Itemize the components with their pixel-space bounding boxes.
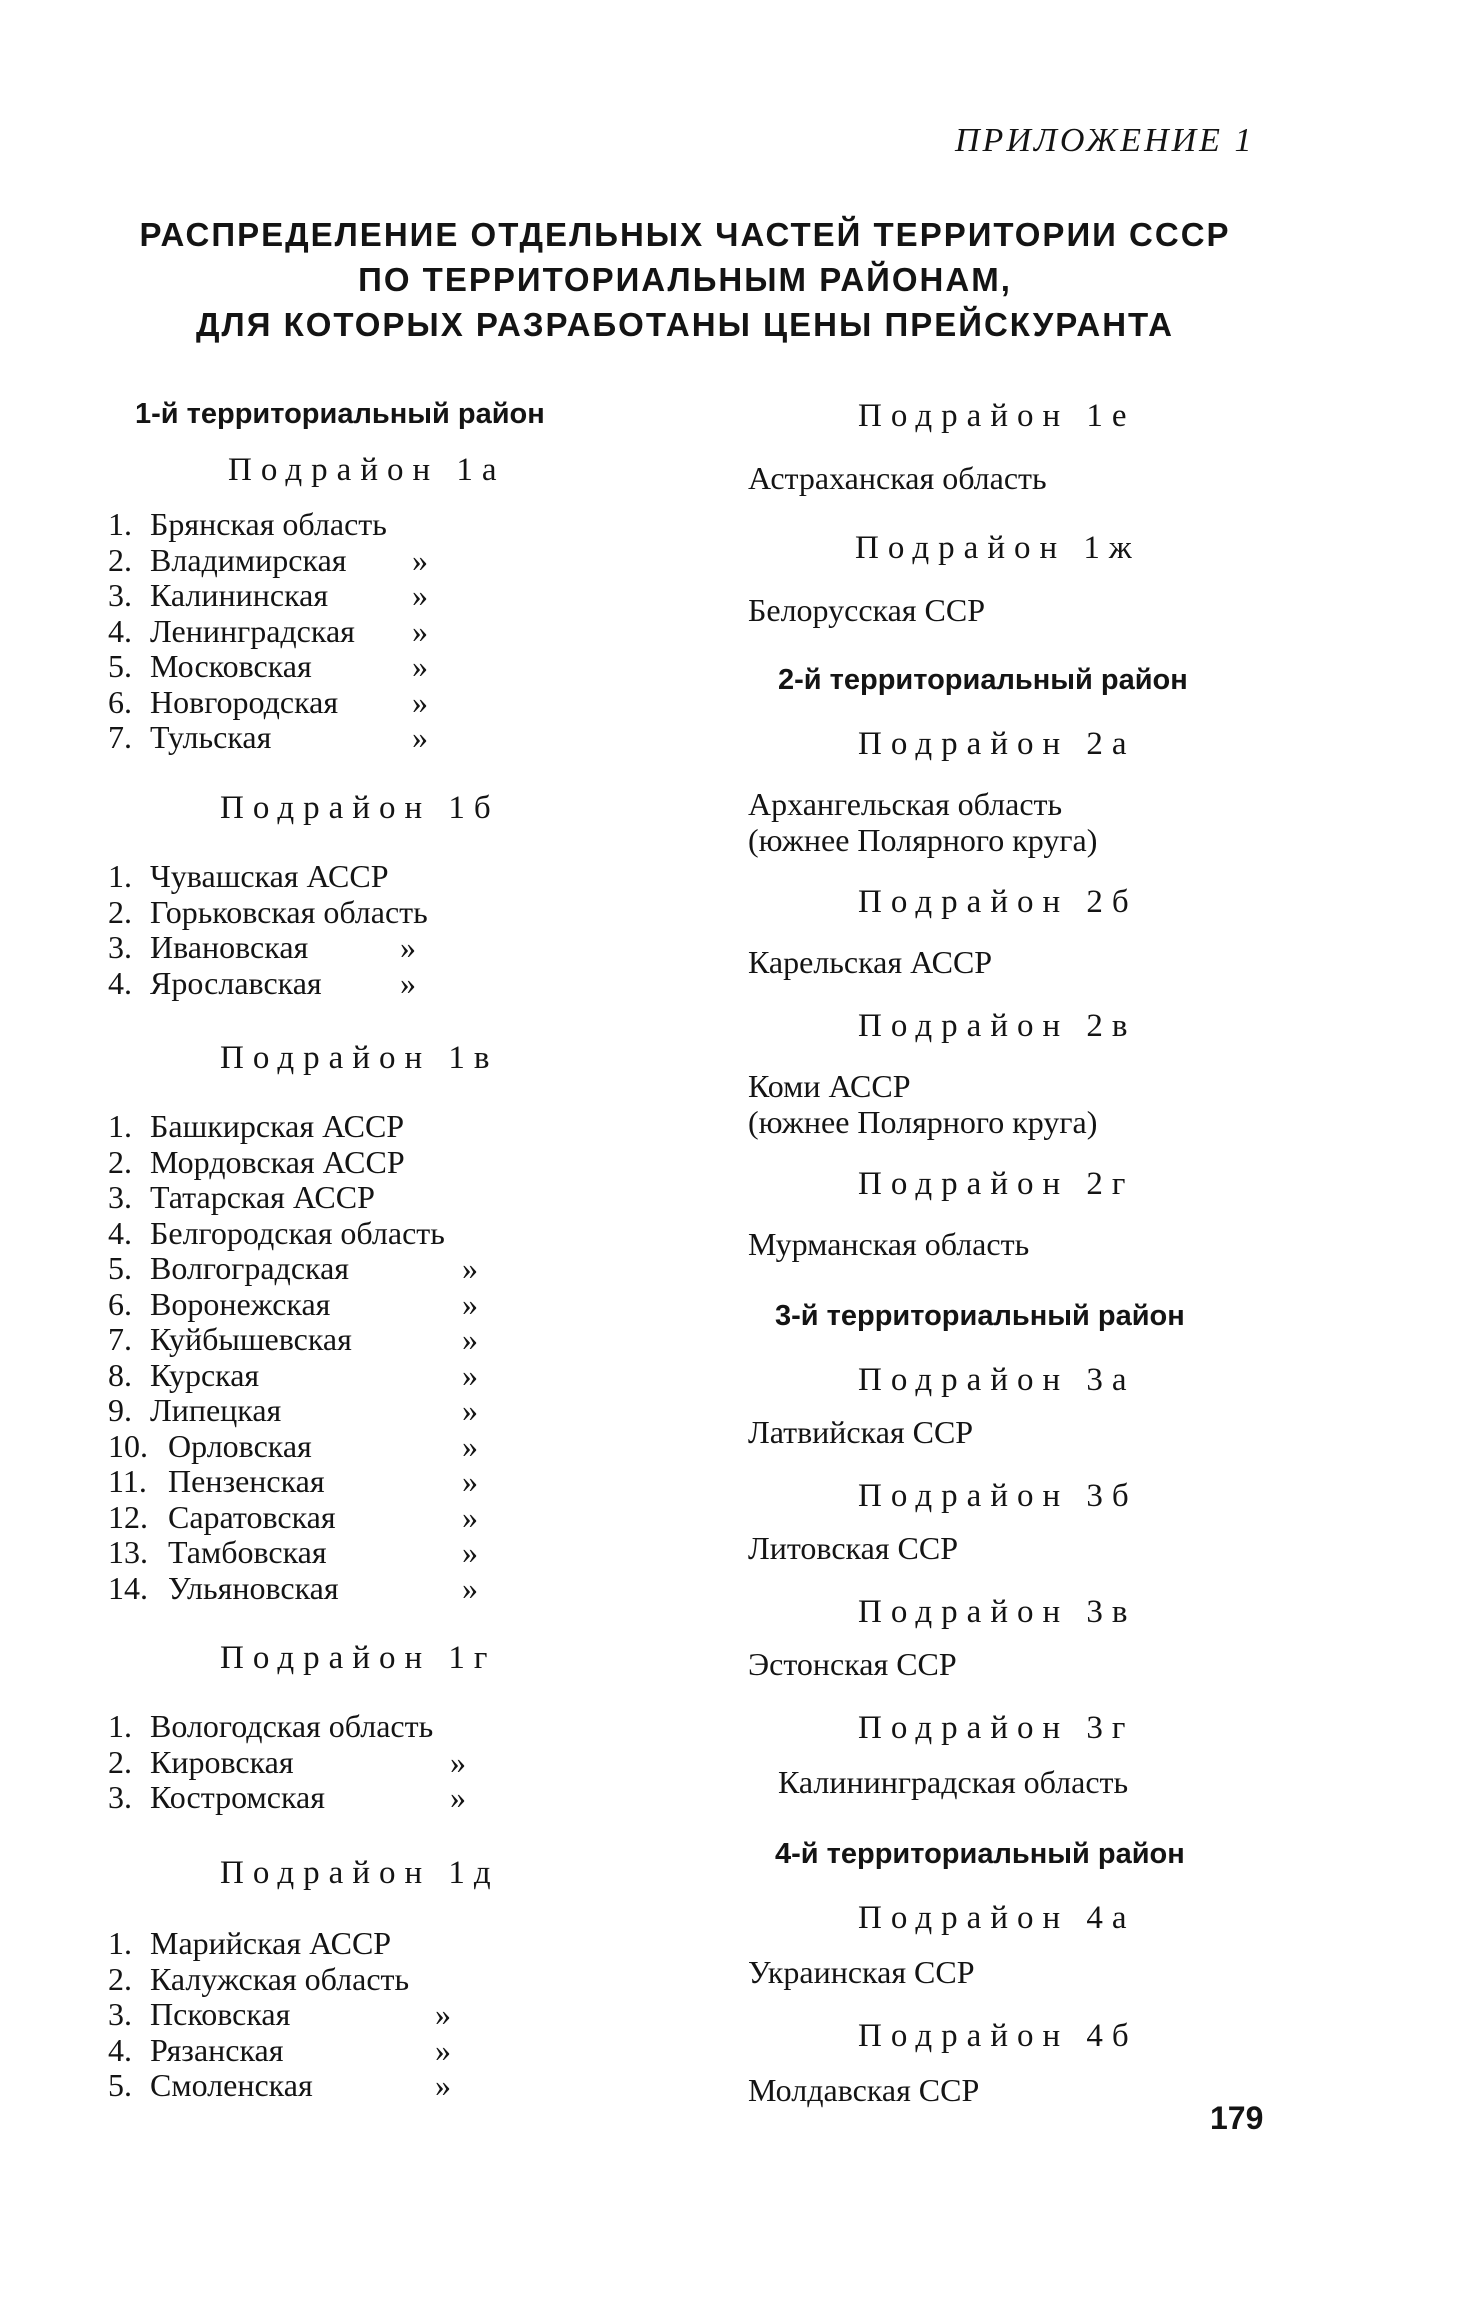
ditto-mark: »	[435, 2031, 451, 2068]
subdistrict-3v-text: Эстонская ССР	[748, 1646, 957, 1682]
list-item-name: Тульская	[150, 719, 272, 755]
list-item-number: 6.	[108, 683, 132, 720]
list-item-number: 11.	[108, 1463, 147, 1499]
ditto-mark: »	[412, 541, 428, 578]
subdistrict-2v-text-2: (южнее Полярного круга)	[748, 1104, 1098, 1140]
ditto-mark: »	[462, 1392, 478, 1428]
ditto-mark: »	[462, 1285, 478, 1322]
list-item-name: Воронежская	[150, 1285, 331, 1322]
subdistrict-2b-heading: Подрайон 2б	[858, 884, 1138, 920]
subdistrict-2g-heading: Подрайон 2г	[858, 1166, 1135, 1202]
ditto-mark: »	[462, 1463, 478, 1499]
list-item-number: 3.	[108, 577, 132, 613]
ditto-mark: »	[462, 1498, 478, 1535]
appendix-label: ПРИЛОЖЕНИЕ 1	[955, 122, 1255, 159]
list-item-name: Мордовская АССР	[150, 1143, 405, 1180]
list-item-name: Чувашская АССР	[150, 858, 389, 894]
subdistrict-1a-heading: Подрайон 1а	[228, 452, 506, 488]
subdistrict-2v-heading: Подрайон 2в	[858, 1008, 1137, 1044]
list-item-number: 4.	[108, 964, 132, 1001]
list-item-number: 13.	[108, 1534, 148, 1570]
title-line-2: ПО ТЕРРИТОРИАЛЬНЫМ РАЙОНАМ,	[358, 261, 1012, 298]
list-item-number: 1.	[108, 506, 132, 542]
ditto-mark: »	[400, 964, 416, 1001]
ditto-mark: »	[450, 1743, 466, 1780]
subdistrict-1b-heading: Подрайон 1б	[220, 790, 500, 826]
district-3-heading: 3-й территориальный район	[775, 1300, 1185, 1332]
ditto-mark: »	[450, 1779, 466, 1815]
list-item-name: Тамбовская	[168, 1534, 327, 1570]
list-item-number: 10.	[108, 1427, 148, 1464]
list-item-number: 5.	[108, 1250, 132, 1286]
subdistrict-4b-heading: Подрайон 4б	[858, 2018, 1138, 2054]
list-item-number: 2.	[108, 1960, 132, 1997]
list-item-name: Ярославская	[150, 964, 322, 1001]
subdistrict-1g-heading: Подрайон 1г	[220, 1640, 497, 1676]
list-item-number: 4.	[108, 612, 132, 649]
list-item-name: Псковская	[150, 1996, 291, 2032]
list-item-name: Пензенская	[168, 1463, 325, 1499]
subdistrict-2a-text-2: (южнее Полярного круга)	[748, 822, 1098, 858]
list-item-name: Ивановская	[150, 929, 309, 965]
list-item-name: Марийская АССР	[150, 1925, 392, 1961]
list-item-number: 1.	[108, 1108, 132, 1144]
list-item-number: 2.	[108, 1743, 132, 1780]
subdistrict-3g-heading: Подрайон 3г	[858, 1710, 1135, 1746]
list-item-name: Московская	[150, 648, 312, 684]
title-line-3: ДЛЯ КОТОРЫХ РАЗРАБОТАНЫ ЦЕНЫ ПРЕЙСКУРАНТА	[196, 306, 1174, 343]
ditto-mark: »	[412, 612, 428, 649]
subdistrict-4a-heading: Подрайон 4а	[858, 1900, 1136, 1936]
ditto-mark: »	[462, 1427, 478, 1464]
list-item-name: Горьковская область	[150, 893, 428, 930]
list-item-number: 7.	[108, 1321, 132, 1357]
list-item-name: Новгородская	[150, 683, 339, 720]
list-item-number: 8.	[108, 1356, 132, 1393]
ditto-mark: »	[462, 1534, 478, 1570]
ditto-mark: »	[435, 2067, 451, 2103]
list-item-name: Липецкая	[150, 1392, 282, 1428]
list-item-number: 2.	[108, 541, 132, 578]
list-item-number: 2.	[108, 893, 132, 930]
ditto-mark: »	[412, 683, 428, 720]
subdistrict-3v-heading: Подрайон 3в	[858, 1594, 1137, 1630]
list-item-number: 5.	[108, 648, 132, 684]
list-item-name: Брянская область	[150, 506, 387, 542]
list-item-number: 3.	[108, 1996, 132, 2032]
list-item-name: Ульяновская	[168, 1569, 339, 1606]
list-item-number: 1.	[108, 1925, 132, 1961]
list-item-name: Смоленская	[150, 2067, 313, 2103]
list-item-name: Владимирская	[150, 541, 347, 578]
list-item-name: Белгородская область	[150, 1214, 445, 1251]
list-item-name: Костромская	[150, 1779, 325, 1815]
subdistrict-4b-text: Молдавская ССР	[748, 2072, 980, 2108]
subdistrict-3a-heading: Подрайон 3а	[858, 1362, 1136, 1398]
subdistrict-2g-text: Мурманская область	[748, 1226, 1030, 1262]
list-item-number: 3.	[108, 929, 132, 965]
ditto-mark: »	[462, 1569, 478, 1606]
subdistrict-1v-heading: Подрайон 1в	[220, 1040, 499, 1076]
list-item-name: Курская	[150, 1356, 260, 1393]
list-item-name: Калининская	[150, 577, 329, 613]
list-item-number: 3.	[108, 1179, 132, 1215]
list-item-name: Саратовская	[168, 1498, 336, 1535]
list-item-number: 4.	[108, 2031, 132, 2068]
subdistrict-3g-text: Калининградская область	[778, 1764, 1129, 1800]
subdistrict-2v-text-1: Коми АССР	[748, 1068, 911, 1104]
subdistrict-1e-heading: Подрайон 1е	[858, 398, 1136, 434]
subdistrict-1d-heading: Подрайон 1д	[220, 1855, 500, 1891]
subdistrict-3a-text: Латвийская ССР	[748, 1414, 974, 1450]
list-item-name: Куйбышевская	[150, 1321, 352, 1357]
subdistrict-3b-heading: Подрайон 3б	[858, 1478, 1138, 1514]
list-item-number: 1.	[108, 858, 132, 894]
ditto-mark: »	[412, 577, 428, 613]
list-item-number: 9.	[108, 1392, 132, 1428]
ditto-mark: »	[412, 719, 428, 755]
ditto-mark: »	[400, 929, 416, 965]
list-item-number: 5.	[108, 2067, 132, 2103]
list-item-number: 7.	[108, 719, 132, 755]
subdistrict-1e-text: Астраханская область	[748, 460, 1047, 496]
list-item-number: 14.	[108, 1569, 148, 1606]
subdistrict-3b-text: Литовская ССР	[748, 1530, 958, 1566]
ditto-mark: »	[435, 1996, 451, 2032]
list-item-name: Башкирская АССР	[150, 1108, 405, 1144]
ditto-mark: »	[462, 1356, 478, 1393]
list-item-number: 6.	[108, 1285, 132, 1322]
subdistrict-1zh-heading: Подрайон 1ж	[855, 530, 1141, 566]
ditto-mark: »	[462, 1321, 478, 1357]
subdistrict-2b-text: Карельская АССР	[748, 944, 993, 980]
district-1-heading: 1-й территориальный район	[135, 398, 545, 430]
list-item-name: Калужская область	[150, 1960, 410, 1997]
list-item-name: Ленинградская	[150, 612, 355, 649]
list-item-name: Кировская	[150, 1743, 294, 1780]
list-item-name: Рязанская	[150, 2031, 284, 2068]
ditto-mark: »	[462, 1250, 478, 1286]
list-item-number: 4.	[108, 1214, 132, 1251]
ditto-mark: »	[412, 648, 428, 684]
subdistrict-2a-text-1: Архангельская область	[748, 786, 1063, 822]
list-item-name: Вологодская область	[150, 1708, 434, 1744]
district-2-heading: 2-й территориальный район	[778, 664, 1188, 696]
list-item-number: 3.	[108, 1779, 132, 1815]
list-item-name: Волгоградская	[150, 1250, 350, 1286]
list-item-name: Орловская	[168, 1427, 312, 1464]
list-item-name: Татарская АССР	[150, 1179, 375, 1215]
title-line-1: РАСПРЕДЕЛЕНИЕ ОТДЕЛЬНЫХ ЧАСТЕЙ ТЕРРИТОРИИ СССР	[139, 216, 1231, 253]
list-item-number: 12.	[108, 1498, 148, 1535]
list-item-number: 2.	[108, 1143, 132, 1180]
subdistrict-2a-heading: Подрайон 2а	[858, 726, 1136, 762]
page-number: 179	[1210, 2100, 1264, 2136]
subdistrict-1zh-text: Белорусская ССР	[748, 592, 985, 628]
subdistrict-4a-text: Украинская ССР	[748, 1954, 975, 1990]
district-4-heading: 4-й территориальный район	[775, 1838, 1185, 1870]
list-item-number: 1.	[108, 1708, 132, 1744]
